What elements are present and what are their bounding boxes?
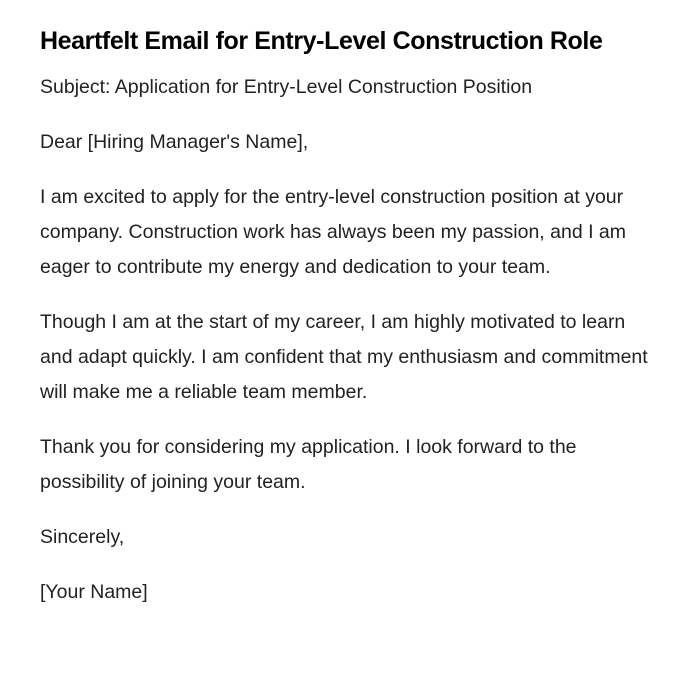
email-greeting: Dear [Hiring Manager's Name], <box>40 131 309 153</box>
email-paragraph: Though I am at the start of my career, I am highly motivated to learn and adapt quickly. I am confident that my enthusiasm and commitment will make me a reliable team member. <box>40 311 648 403</box>
email-closing: Sincerely, <box>40 526 125 548</box>
email-paragraph: Thank you for considering my application. I look forward to the possibility of joining your team. <box>40 436 577 493</box>
email-signature: [Your Name] <box>40 581 148 603</box>
email-subject: Subject: Application for Entry-Level Construction Position <box>40 76 533 98</box>
email-document <box>40 24 652 630</box>
email-paragraph: I am excited to apply for the entry-level construction position at your company. Construction work has always been my passion, and I am eager to contribute my energy and dedication to your team. <box>40 186 626 278</box>
document-title: Heartfelt Email for Entry-Level Construction Role <box>40 27 603 55</box>
